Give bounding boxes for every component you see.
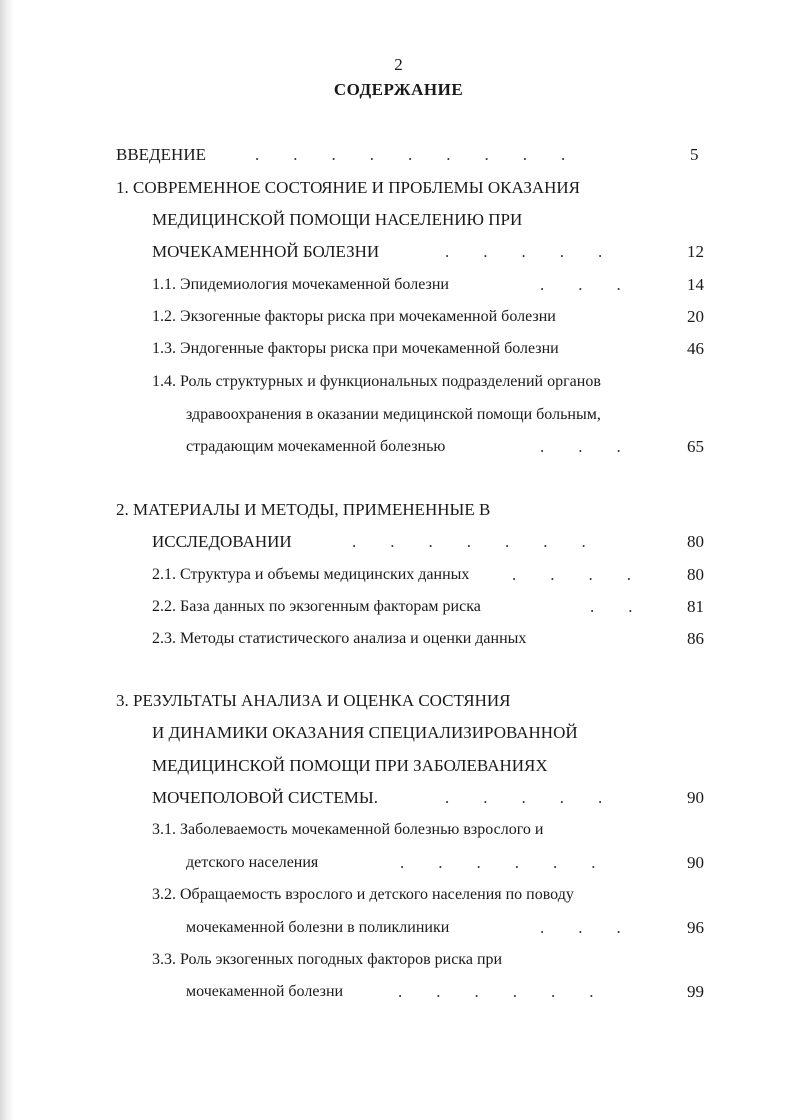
toc-ch3-line3: МЕДИЦИНСКОЙ ПОМОЩИ ПРИ ЗАБОЛЕВАНИЯХ [152,756,548,775]
toc-ch3-s1-line1: 3.1. Заболеваемость мочекаменной болезнью взрослого и [152,821,544,838]
toc-ch1-s4-page: 65 [687,437,704,456]
toc-ch1-s2: 1.2. Экзогенные факторы риска при мочекаменной болезни [152,308,556,325]
toc-ch1-s4-line3: страдающим мочекаменной болезнью [186,438,446,455]
toc-ch3-s2-page: 96 [687,918,704,937]
toc-ch3-s3-line2: мочекаменной болезни [186,983,344,1000]
leader-dots: . . . . . . [398,982,594,1001]
leader-dots: . . . . . . . [352,532,586,551]
page-edge-shadow [0,0,14,1120]
toc-ch2-page: 80 [687,532,704,551]
toc-ch1-page: 12 [687,242,704,261]
toc-ch3-s3-page: 99 [687,982,704,1001]
page-title: СОДЕРЖАНИЕ [333,80,464,99]
toc-ch2-s2-page: 81 [687,597,704,616]
toc-ch1-line3: МОЧЕКАМЕННОЙ БОЛЕЗНИ [152,242,380,261]
toc-ch2-s3-page: 86 [687,629,704,648]
toc-ch1-s4-line2: здравоохранения в оказании медицинской помощи больным, [186,406,601,423]
toc-ch3-line1: 3. РЕЗУЛЬТАТЫ АНАЛИЗА И ОЦЕНКА СОСТЯНИЯ [116,691,511,710]
toc-ch3-line2: И ДИНАМИКИ ОКАЗАНИЯ СПЕЦИАЛИЗИРОВАННОЙ [152,723,578,742]
toc-ch2-line2: ИССЛЕДОВАНИИ [152,532,292,551]
toc-ch1-s3-page: 46 [687,339,704,358]
leader-dots: . . . [540,275,621,294]
toc-ch3-page: 90 [687,788,704,807]
toc-ch3-s3-line1: 3.3. Роль экзогенных погодных факторов риска при [152,951,503,968]
leader-dots: . . . [540,437,621,456]
toc-ch1-line2: МЕДИЦИНСКОЙ ПОМОЩИ НАСЕЛЕНИЮ ПРИ [152,210,523,229]
toc-ch3-s1-page: 90 [687,853,704,872]
toc-ch3-s2-line1: 3.2. Обращаемость взрослого и детского населения по поводу [152,886,574,903]
toc-intro: ВВЕДЕНИЕ [116,145,206,164]
leader-dots: . . [590,597,633,616]
leader-dots: . . . . . [445,788,603,807]
toc-ch1-s1-page: 14 [687,275,704,294]
toc-ch2-s1: 2.1. Структура и объемы медицинских данных [152,566,470,583]
leader-dots: . . . . . . . . . [255,145,566,164]
toc-ch1-s3: 1.3. Эндогенные факторы риска при мочекаменной болезни [152,340,559,357]
leader-dots: . . . . [512,565,631,584]
toc-ch3-s1-line2: детского населения [186,854,319,871]
toc-ch1-line1: 1. СОВРЕМЕННОЕ СОСТОЯНИЕ И ПРОБЛЕМЫ ОКАЗАНИЯ [116,178,581,197]
toc-ch2-line1: 2. МАТЕРИАЛЫ И МЕТОДЫ, ПРИМЕНЕННЫЕ В [116,500,491,519]
leader-dots: . . . . . [445,242,603,261]
toc-ch1-s4-line1: 1.4. Роль структурных и функциональных подразделений органов [152,373,601,390]
leader-dots: . . . [540,918,621,937]
toc-ch2-s1-page: 80 [687,565,704,584]
toc-intro-page: 5 [690,145,699,164]
toc-ch3-s2-line2: мочекаменной болезни в поликлиники [186,919,450,936]
toc-ch1-s2-page: 20 [687,307,704,326]
leader-dots: . . . . . . [400,853,596,872]
toc-ch2-s3: 2.3. Методы статистического анализа и оценки данных [152,630,527,647]
toc-ch2-s2: 2.2. База данных по экзогенным факторам риска [152,598,481,615]
toc-ch3-line4: МОЧЕПОЛОВОЙ СИСТЕМЫ. [152,788,378,807]
page-number: 2 [394,55,403,74]
toc-ch1-s1: 1.1. Эпидемиология мочекаменной болезни [152,276,449,293]
